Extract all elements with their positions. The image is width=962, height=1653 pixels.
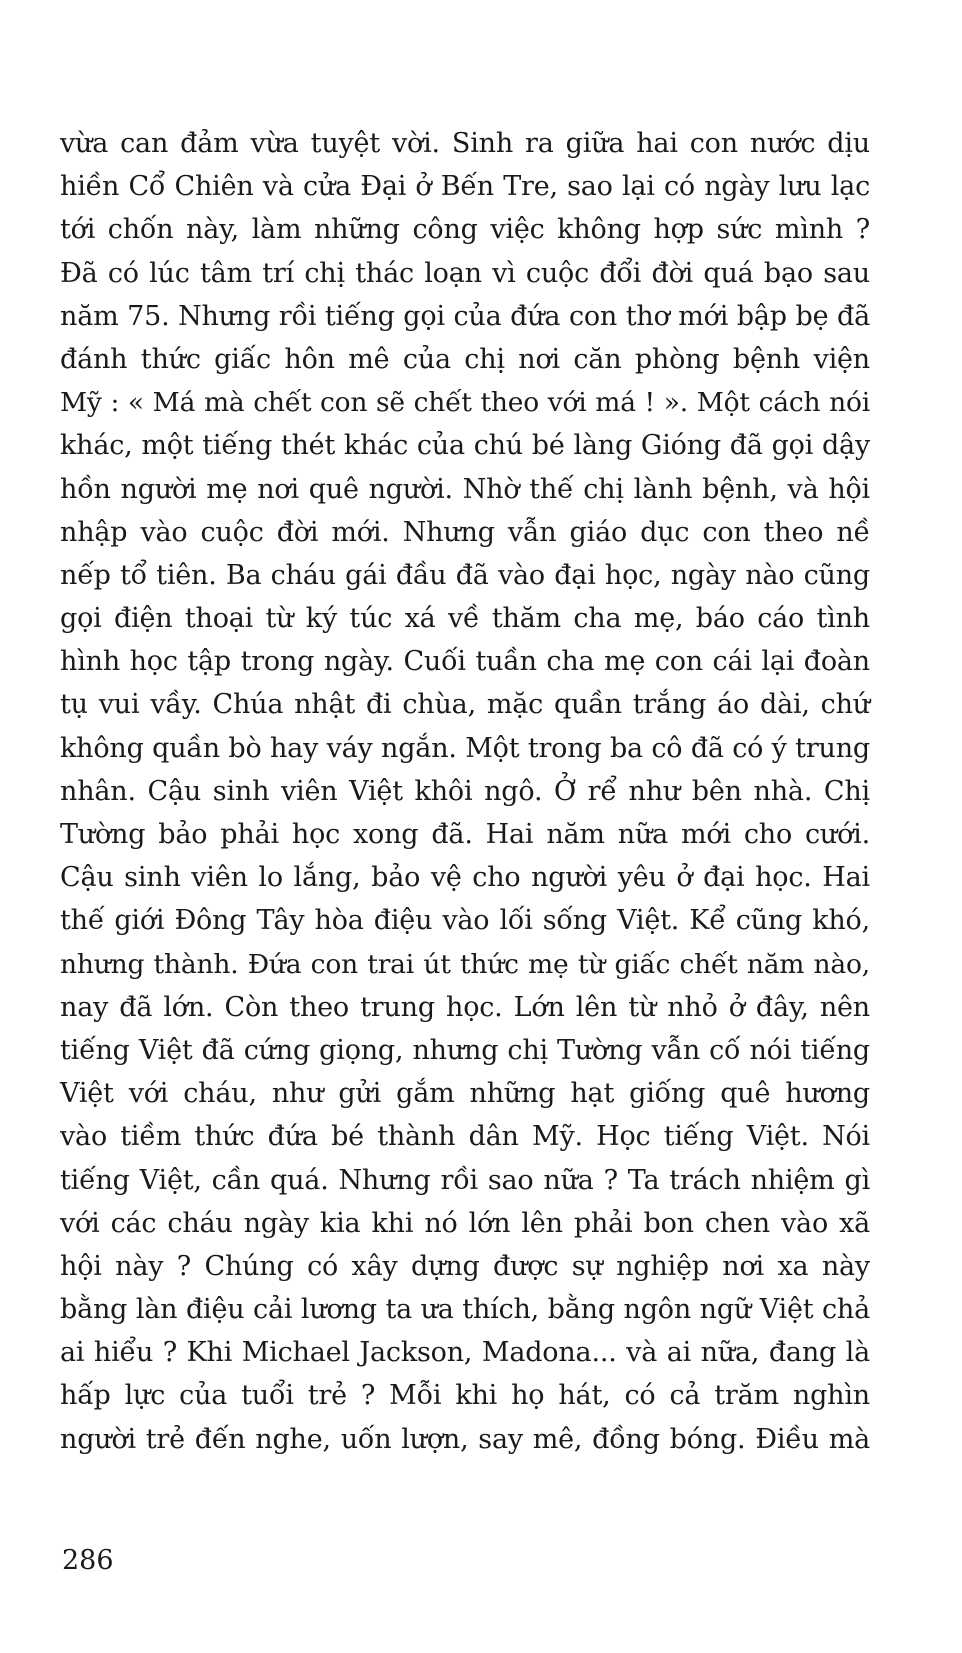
text-line: nay đã lớn. Còn theo trung học. Lớn lên từ nhỏ ở đây, nên [60, 991, 870, 1023]
body-text [60, 122, 870, 1461]
text-line: thế giới Đông Tây hòa điệu vào lối sống Việt. Kể cũng khó, [60, 905, 870, 937]
text-line: gọi điện thoại từ ký túc xá về thăm cha mẹ, báo cáo tình [60, 603, 870, 635]
text-line: không quần bò hay váy ngắn. Một trong ba cô đã có ý trung [60, 732, 870, 764]
text-line: năm 75. Nhưng rồi tiếng gọi của đứa con thơ mới bập bẹ đã [60, 300, 870, 332]
text-line: vào tiềm thức đứa bé thành dân Mỹ. Học tiếng Việt. Nói [60, 1121, 870, 1153]
text-line: Tường bảo phải học xong đã. Hai năm nữa mới cho cưới. [60, 819, 870, 850]
text-line: với các cháu ngày kia khi nó lớn lên phải bon chen vào xã [60, 1207, 870, 1239]
text-line: khác, một tiếng thét khác của chú bé làng Gióng đã gọi dậy [60, 430, 870, 462]
text-line: tới chốn này, làm những công việc không hợp sức mình ? [60, 214, 870, 246]
text-line: ai hiểu ? Khi Michael Jackson, Madona... và ai nữa, đang là [60, 1337, 870, 1369]
text-line: tiếng Việt đã cứng giọng, nhưng chị Tường vẫn cố nói tiếng [60, 1034, 870, 1066]
text-line: vừa can đảm vừa tuyệt vời. Sinh ra giữa hai con nước dịu [60, 128, 870, 159]
text-line: tiếng Việt, cần quá. Nhưng rồi sao nữa ? Ta trách nhiệm gì [60, 1164, 870, 1196]
page-number: 286 [62, 1545, 114, 1576]
text-line: hiền Cổ Chiên và cửa Đại ở Bến Tre, sao lại có ngày lưu lạc [60, 171, 870, 203]
text-line: hội này ? Chúng có xây dựng được sự nghiệp nơi xa này [60, 1250, 870, 1282]
text-line: Đã có lúc tâm trí chị thác loạn vì cuộc đổi đời quá bạo sau [60, 257, 870, 289]
text-line: nhân. Cậu sinh viên Việt khôi ngô. Ở rể như bên nhà. Chị [60, 775, 870, 807]
text-line: nhưng thành. Đứa con trai út thức mẹ từ giấc chết năm nào, [60, 948, 870, 980]
text-line: Mỹ : « Má mà chết con sẽ chết theo với má ! ». Một cách nói [60, 387, 870, 419]
text-line: hấp lực của tuổi trẻ ? Mỗi khi họ hát, có cả trăm nghìn [60, 1380, 870, 1412]
text-line: đánh thức giấc hôn mê của chị nơi căn phòng bệnh viện [60, 343, 870, 375]
text-line: bằng làn điệu cải lương ta ưa thích, bằng ngôn ngữ Việt chả [60, 1294, 870, 1326]
text-line: hình học tập trong ngày. Cuối tuần cha mẹ con cái lại đoàn [60, 646, 870, 678]
text-line: Việt với cháu, như gửi gắm những hạt giống quê hương [60, 1078, 870, 1110]
text-line: nhập vào cuộc đời mới. Nhưng vẫn giáo dục con theo nề [60, 516, 870, 548]
text-line: nếp tổ tiên. Ba cháu gái đầu đã vào đại học, ngày nào cũng [60, 559, 870, 591]
text-line: tụ vui vầy. Chúa nhật đi chùa, mặc quần trắng áo dài, chứ [60, 689, 870, 721]
text-line: hồn người mẹ nơi quê người. Nhờ thế chị lành bệnh, và hội [60, 473, 870, 505]
text-line: người trẻ đến nghe, uốn lượn, say mê, đồng bóng. Điều mà [60, 1423, 870, 1455]
text-line: Cậu sinh viên lo lắng, bảo vệ cho người yêu ở đại học. Hai [60, 862, 870, 894]
